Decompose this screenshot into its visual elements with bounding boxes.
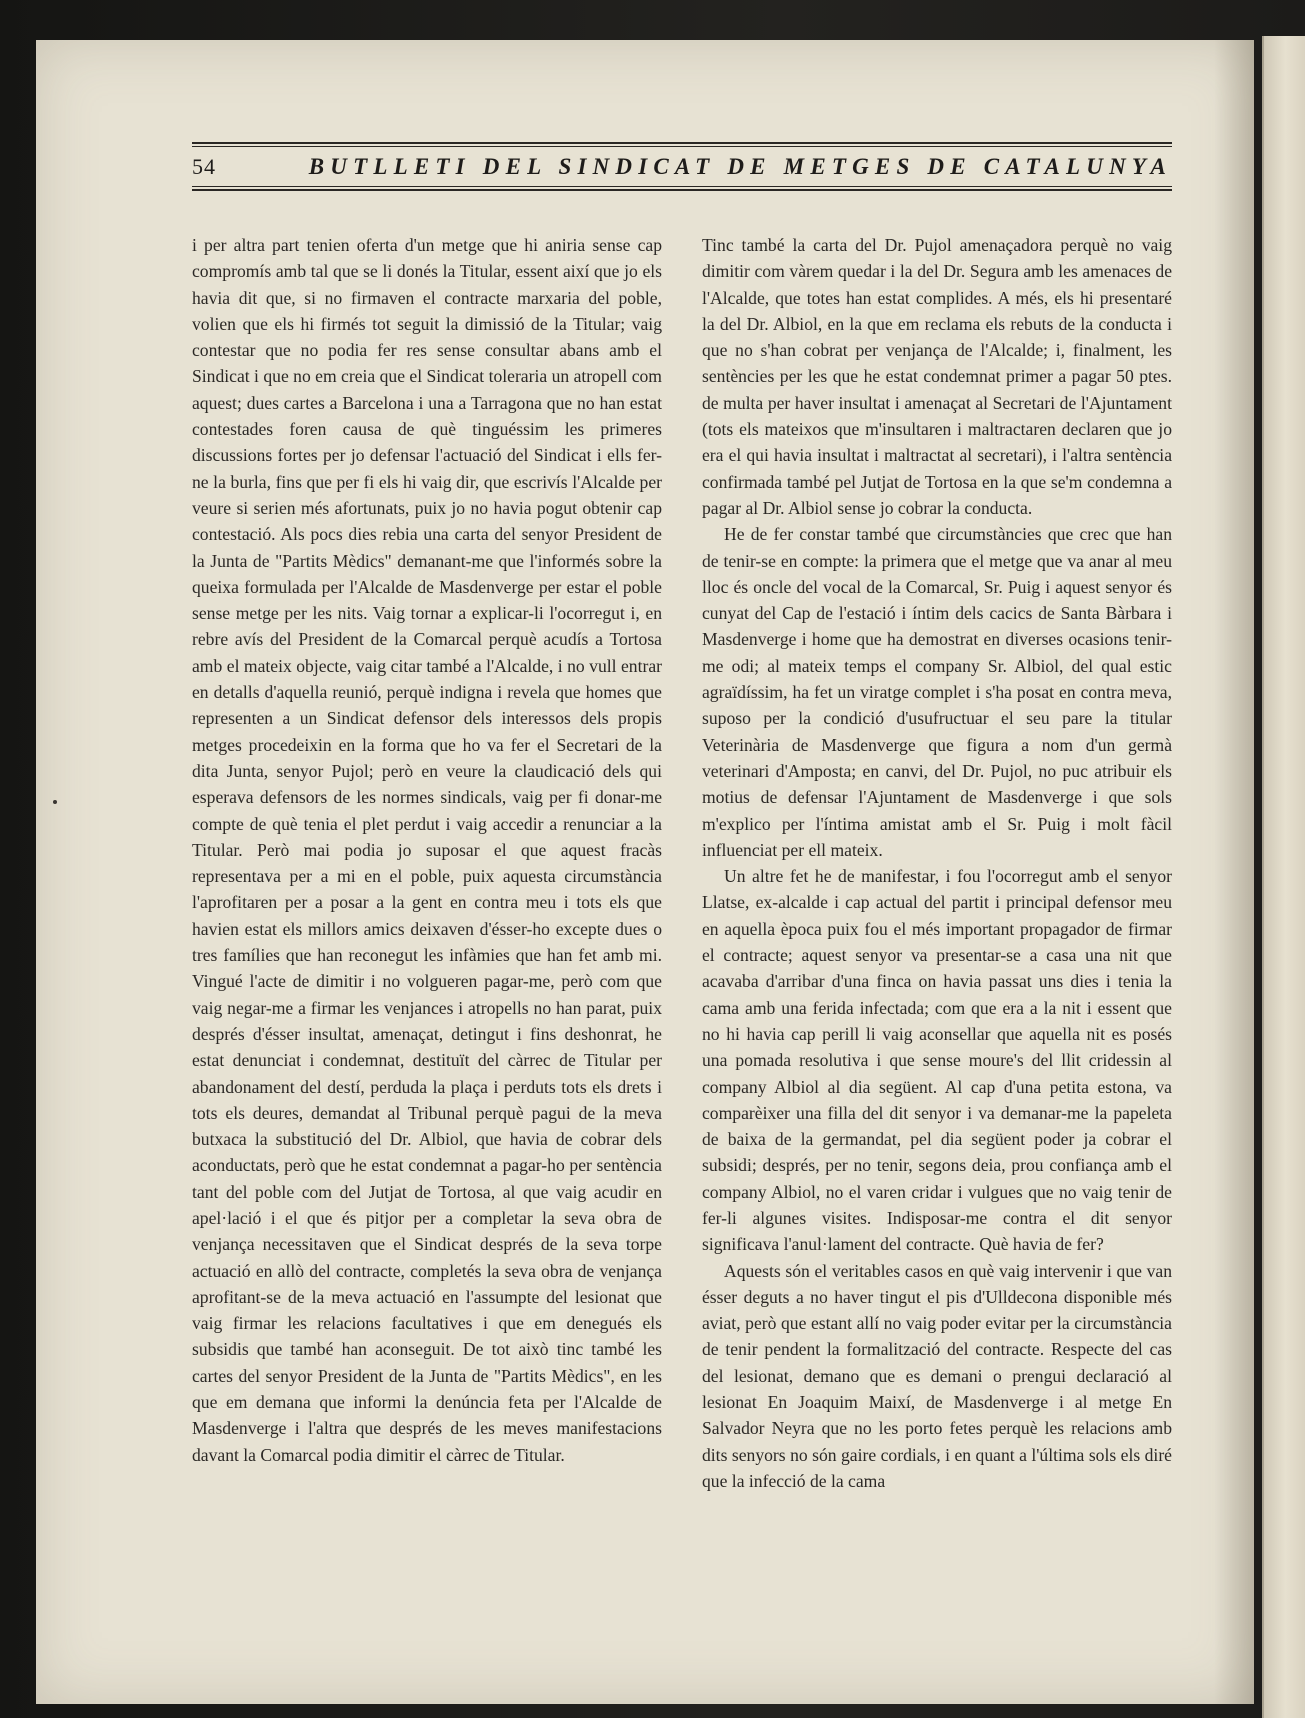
left-column: [192, 232, 662, 1642]
right-paragraph-1: Tinc també la carta del Dr. Pujol amenaçadora perquè no vaig dimitir com vàrem quedar i la del Dr. Segura amb les amenaces de l'Alcalde, que totes han estat complides. A més, els hi presentaré la del Dr. Albiol, en la que em reclama els rebuts de la conducta i que no s'han cobrat per venjança de l'Alcalde; i, finalment, les sentències per les que he estat condemnat primer a pagar 50 ptes. de multa per haver insultat i amenaçat al Secretari de l'Ajuntament (tots els mateixos que m'insultaren i maltractaren declaren que jo era el qui havia insultat i maltractat al secretari), i l'altra sentència confirmada també pel Jutjat de Tortosa en la que se'm condemna a pagar al Dr. Albiol sense jo cobrar la conducta.: [702, 235, 1172, 518]
journal-title: BUTLLETI DEL SINDICAT DE METGES DE CATALUNYA: [308, 154, 1172, 179]
right-paragraph-4: Aquests són el veritables casos en què vaig intervenir i que van ésser deguts a no haver tingut el pis d'Ulldecona disponible més aviat, però que estant allí no vaig poder evitar per la circumstància de tenir pendent la formalització del contracte. Respecte del cas del lesionat, demano que es demani o prengui declaració al lesionat En Joaquim Maixí, de Masdenverge i al metge En Salvador Neyra que no les porto fetes perquè les relacions amb dits senyors no són gaire cordials, i en quant a l'última sols els diré que la infecció de la cama: [702, 1260, 1172, 1491]
right-column: [702, 232, 1172, 1642]
body-columns: [192, 232, 1172, 1642]
left-paragraph-1: i per altra part tenien oferta d'un metge que hi aniria sense cap compromís amb tal que se li donés la Titular, essent així que jo els havia dit que, si no firmaven el contracte marxaria del poble, volien que els hi firmés tot seguit la dimissió de la Titular; vaig contestar que no podia fer res sense consultar abans amb el Sindicat i que no em creia que el Sindicat toleraria un atropell com aquest; dues cartes a Barcelona i una a Tarragona que no han estat contestades foren causa de què tinguéssim les primeres discussions fortes per jo defensar l'actuació del Sindicat i ells fer-ne la burla, fins que per fi els hi vaig dir, que escrivís l'Alcalde per veure si serien més afortunats, puix jo no havia pogut obtenir cap contestació. Als pocs dies rebia una carta del senyor President de la Junta de "Partits Mèdics" demanant-me que l'informés sobre la queixa formulada per l'Alcalde de Masdenverge per estar el poble sense metge per les nits. Vaig tornar a explicar-li l'ocorregut i, en rebre avís del President de la Comarcal perquè acudís a Tortosa amb el mateix objecte, vaig citar també a l'Alcalde, i no vull entrar en detalls d'aquella reunió, perquè indigna i revela que homes que representen a un Sindicat defensor dels interessos dels propis metges procedeixin en la forma que ho va fer el Secretari de la dita Junta, senyor Pujol; però en veure la claudicació dels qui esperava defensors de les normes sindicals, vaig per fi donar-me compte de què tenia el plet perdut i vaig accedir a renunciar a la Titular. Però mai podia jo suposar el que aquest fracàs representava per a mi en el poble, puix aquesta circumstància l'aprofitaren per a posar a la gent en contra meu i tots els que havien estat els millors amics deixaven d'ésser-ho excepte dues o tres famílies que han reconegut les infàmies que han fet amb mi. Vingué l'acte de dimitir i no volgueren pagar-me, però com que vaig negar-me a firmar les venjances i atropells no han parat, puix després d'ésser insultat, amenaçat, detingut i fins deshonrat, he estat denunciat i condemnat, destituït del càrrec de Titular per abandonament del destí, perduda la plaça i perduts tots els drets i tots els deures, demandat al Tribunal perquè pagui de la meva butxaca la substitució del Dr. Albiol, que havia de cobrar dels aconductats, però que he estat condemnat a pagar-ho per sentència tant del poble com del Jutjat de Tortosa, al que vaig acudir en apel·lació i el que és pitjor per a completar la seva obra de venjança necessitaven que el Sindicat després de la seva torpe actuació en allò del contracte, completés la seva obra de venjança aprofitant-se de la meva actuació en l'assumpte del lesionat que vaig firmar les relacions facultatives i que em denegués els subsidis que també han aconseguit. De tot això tinc també les cartes del senyor President de la Junta de "Partits Mèdics", en les que em demana que informi la denúncia feta per l'Alcalde de Masdenverge i l'altra que després de les meves manifestacions davant la Comarcal podia dimitir el càrrec de Titular.: [192, 235, 662, 1465]
header-rule-top: [192, 142, 1172, 144]
header-rule-top-thin: [192, 146, 1172, 147]
header-row: [192, 152, 1172, 182]
binding-shadow: [1214, 40, 1254, 1704]
header-rule-bottom-thin: [192, 186, 1172, 187]
right-paragraph-2: He de fer constar també que circumstàncies que crec que han de tenir-se en compte: la primera que el metge que va anar al meu lloc és oncle del vocal de la Comarcal, Sr. Puig i aquest senyor és cunyat del Cap de l'estació i íntim dels cacics de Santa Bàrbara i Masdenverge i home que ha demostrat en diverses ocasions tenir-me odi; al mateix temps el company Sr. Albiol, del qual estic agraïdíssim, ha fet un viratge complet i s'ha posat en contra meva, suposo per la condició d'usufructuar el seu pare la titular Veterinària de Masdenverge que figura a nom d'un germà veterinari d'Amposta; en canvi, del Dr. Pujol, no puc atribuir els motius de defensar l'Ajuntament de Masdenverge i que sols m'explico per l'íntima amistat amb el Sr. Puig i molt fàcil influenciat per ell mateix.: [702, 524, 1172, 860]
header-rule-bottom: [192, 189, 1172, 191]
page-number: 54: [192, 154, 216, 179]
right-paragraph-3: Un altre fet he de manifestar, i fou l'ocorregut amb el senyor Llatse, ex-alcalde i cap actual del partit i principal defensor meu en aquella època puix fou el més important propagador de firmar el contracte; aquest senyor va presentar-se a casa una nit que acavaba d'arribar d'una finca on havia passat uns dies i tenia la cama amb una ferida infectada; com que era a la nit i essent que no hi havia cap perill li vaig aconsellar que aquella nit es posés una pomada resolutiva i que sense moure's del llit cridessin al company Albiol al dia següent. Al cap d'una petita estona, va comparèixer una filla del dit senyor i va demanar-me la papeleta de baixa de la germandat, pel dia següent poder ja cobrar el subsidi; després, per no tenir, segons deia, prou confiança amb el company Albiol, no el varen cridar i vulgues que no vaig tenir de fer-li algunes visites. Indisposar-me contra el dit senyor significava l'anul·lament del contracte. Què havia de fer?: [702, 866, 1172, 1255]
margin-mark: [53, 800, 57, 804]
adjacent-page-edge: [1262, 36, 1305, 1718]
running-header: [192, 100, 1172, 196]
